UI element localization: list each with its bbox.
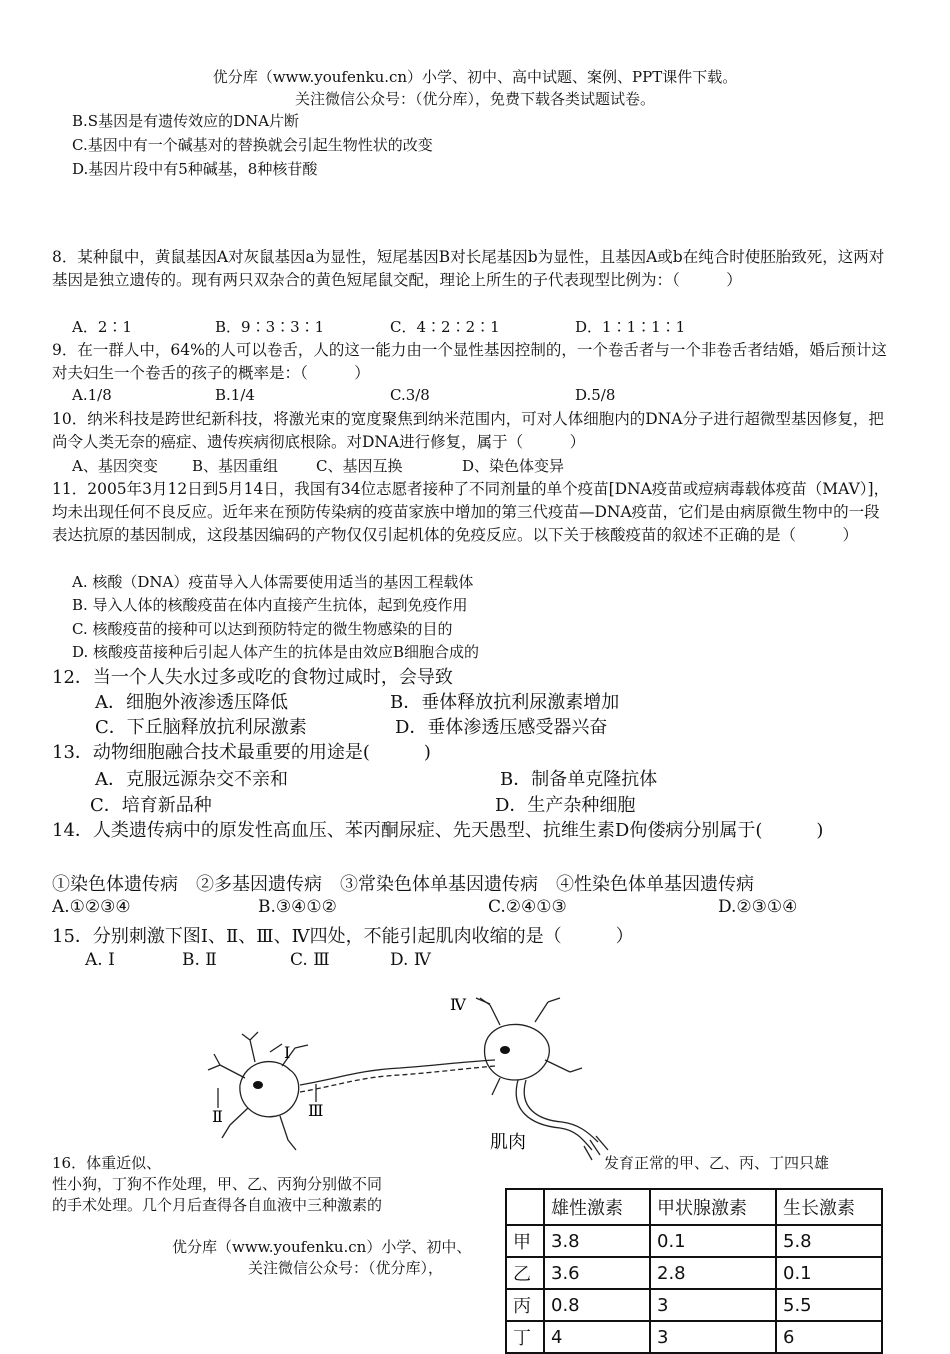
left-neuron-dendrite	[208, 1054, 245, 1078]
q8-stem: 8．某种鼠中，黄鼠基因A对灰鼠基因a为显性，短尾基因B对长尾基因b为显性，且基因A或b在纯合时使胚胎致死，这两对基因是独立遗传的。现有两只双杂合的黄色短尾鼠交配，理论上所生的子代表现型比例为：（ ）	[52, 248, 885, 289]
q8-option-c: C．4∶2∶2∶1	[390, 318, 500, 336]
table-header-cell: 甲状腺激素	[650, 1189, 776, 1225]
q7-option-b: B.S基因是有遗传效应的DNA片断	[72, 112, 300, 130]
q10-option-d: D、染色体变异	[462, 457, 565, 475]
table-row	[506, 1225, 882, 1257]
q15-stem: 15．分别刺激下图Ⅰ、Ⅱ、Ⅲ、Ⅳ四处，不能引起肌肉收缩的是（ ）	[52, 926, 634, 947]
left-neuron-nucleus	[253, 1081, 263, 1089]
right-neuron-body	[485, 1024, 550, 1080]
table-header-cell	[506, 1189, 544, 1225]
q10-stem: 10．纳米科技是跨世纪新科技，将激光束的宽度聚焦到纳米范围内，可对人体细胞内的DNA分子进行超微型基因修复，把尚令人类无奈的癌症、遗传疾病彻底根除。对DNA进行修复，属于（ ）	[52, 410, 884, 451]
q9-option-b: B.1/4	[215, 386, 255, 404]
table-cell: 0.1	[650, 1225, 776, 1257]
label-i: Ⅰ	[284, 1043, 291, 1062]
table-header-cell: 生长激素	[776, 1189, 882, 1225]
table-cell: 丙	[506, 1289, 544, 1321]
q8-option-a: A．2∶1	[72, 318, 132, 336]
table-cell: 甲	[506, 1225, 544, 1257]
q10-option-c: C、基因互换	[316, 457, 403, 475]
q12-option-b: B．垂体释放抗利尿激素增加	[390, 692, 620, 713]
table-cell: 0.8	[544, 1289, 650, 1321]
q10-option-b: B、基因重组	[192, 457, 279, 475]
q13-stem: 13．动物细胞融合技术最重要的用途是( )	[52, 742, 431, 763]
table-row	[506, 1257, 882, 1289]
q15-option-c: C. Ⅲ	[290, 950, 330, 970]
motor-axon	[516, 1080, 592, 1150]
q14-option-b: B.③④①②	[258, 897, 337, 917]
q16-stem-part2: 发育正常的甲、乙、丙、丁四只雄	[604, 1154, 830, 1172]
table-cell: 3.8	[544, 1225, 650, 1257]
left-neuron-body	[240, 1062, 299, 1117]
table-cell: 3	[650, 1321, 776, 1353]
right-neuron-nucleus	[500, 1046, 510, 1054]
table-header-row	[506, 1189, 882, 1225]
table-cell: 丁	[506, 1321, 544, 1353]
table-cell: 3	[650, 1289, 776, 1321]
q15-option-d: D. Ⅳ	[390, 950, 431, 970]
q12-option-a: A．细胞外液渗透压降低	[95, 692, 288, 713]
table-cell: 4	[544, 1321, 650, 1353]
q12-option-d: D．垂体渗透压感受器兴奋	[395, 717, 608, 738]
q16-stem-part1: 16．体重近似、	[52, 1154, 162, 1172]
page-footer-line1: 优分库（www.youfenku.cn）小学、初中、	[172, 1238, 472, 1256]
label-muscle: 肌肉	[490, 1132, 526, 1153]
q11-stem: 11．2005年3月12日到5月14日，我国有34位志愿者接种了不同剂量的单个疫苗[DNA疫苗或痘病毒载体疫苗（MAV）]，均未出现任何不良反应。近年来在预防传染病的疫苗家族中增加的第三代疫苗—DNA疫苗，它们是由病原微生物中的一段表达抗原的基因制成，这段基因编码的产物仅仅引起机体的免疫反应。以下关于核酸疫苗的叙述不正确的是（ ）	[52, 480, 890, 544]
q13-option-a: A．克服远源杂交不亲和	[95, 769, 288, 790]
q14-option-c: C.②④①③	[488, 897, 567, 917]
q11-option-b: B. 导入人体的核酸疫苗在体内直接产生抗体，起到免疫作用	[72, 596, 468, 614]
q15-option-b: B. Ⅱ	[182, 950, 217, 970]
pointer-i	[270, 1044, 282, 1052]
q11-option-a: A. 核酸（DNA）疫苗导入人体需要使用适当的基因工程载体	[72, 573, 474, 591]
q13-option-c: C．培育新品种	[90, 795, 212, 816]
q13-option-b: B．制备单克隆抗体	[500, 769, 658, 790]
left-neuron-dendrite	[242, 1032, 258, 1062]
label-iii: Ⅲ	[308, 1101, 324, 1120]
q7-option-c: C.基因中有一个碱基对的替换就会引起生物性状的改变	[72, 136, 433, 154]
q10-option-a: A、基因突变	[72, 457, 158, 475]
axon	[300, 1060, 495, 1085]
q9-option-c: C.3/8	[390, 386, 430, 404]
right-neuron-dendrite	[492, 1078, 500, 1095]
table-cell: 2.8	[650, 1257, 776, 1289]
q8-option-b: B．9∶3∶3∶1	[215, 318, 325, 336]
neuron-muscle-figure	[200, 990, 620, 1165]
q8-option-d: D．1∶1∶1∶1	[575, 318, 686, 336]
q14-choices: ①染色体遗传病 ②多基因遗传病 ③常染色体单基因遗传病 ④性染色体单基因遗传病	[52, 874, 754, 895]
q9-option-d: D.5/8	[575, 386, 616, 404]
q16-stem-line2: 性小狗，丁狗不作处理，甲、乙、丙狗分别做不同	[52, 1175, 383, 1193]
left-neuron-dendrite	[280, 1116, 296, 1150]
table-header-cell: 雄性激素	[544, 1189, 650, 1225]
label-ii: Ⅱ	[212, 1107, 223, 1126]
q12-stem: 12．当一个人失水过多或吃的食物过咸时，会导致	[52, 667, 453, 688]
left-neuron-dendrite	[222, 1108, 248, 1138]
table-cell: 5.8	[776, 1225, 882, 1257]
q9-stem: 9．在一群人中，64%的人可以卷舌，人的这一能力由一个显性基因控制的，一个卷舌者与一个非卷舌者结婚，婚后预计这对夫妇生一个卷舌的孩子的概率是：（ ）	[52, 341, 887, 382]
right-neuron-dendrite	[535, 998, 560, 1022]
q14-option-d: D.②③①④	[718, 897, 798, 917]
table-cell: 3.6	[544, 1257, 650, 1289]
pointer-iv	[476, 998, 490, 1004]
q14-option-a: A.①②③④	[52, 897, 131, 917]
q9-option-a: A.1/8	[72, 386, 112, 404]
q14-stem: 14．人类遗传病中的原发性高血压、苯丙酮尿症、先天愚型、抗维生素D佝偻病分别属于( )	[52, 820, 824, 841]
table-cell: 0.1	[776, 1257, 882, 1289]
right-neuron-dendrite	[480, 998, 500, 1025]
page-footer-line2: 关注微信公众号：（优分库），	[248, 1259, 444, 1277]
table-cell: 6	[776, 1321, 882, 1353]
right-neuron-dendrite	[545, 1060, 582, 1072]
q11-option-d: D. 核酸疫苗接种后引起人体产生的抗体是由效应B细胞合成的	[72, 643, 480, 661]
table-cell: 5.5	[776, 1289, 882, 1321]
q7-option-d: D.基因片段中有5种碱基，8种核苷酸	[72, 160, 318, 178]
page-header-line2: 关注微信公众号：（优分库），免费下载各类试题试卷。	[294, 90, 655, 108]
q12-option-c: C．下丘脑释放抗利尿激素	[95, 717, 307, 738]
q13-option-d: D．生产杂种细胞	[495, 795, 636, 816]
motor-axon	[524, 1080, 598, 1142]
table-cell: 乙	[506, 1257, 544, 1289]
page-header-line1: 优分库（www.youfenku.cn）小学、初中、高中试题、案例、PPT课件下载。	[212, 68, 738, 86]
table-row	[506, 1289, 882, 1321]
q15-option-a: A. Ⅰ	[85, 950, 115, 970]
hormone-table	[505, 1188, 883, 1354]
q16-stem-line3: 的手术处理。几个月后查得各自血液中三种激素的	[52, 1196, 383, 1214]
q11-option-c: C. 核酸疫苗的接种可以达到预防特定的微生物感染的目的	[72, 620, 453, 638]
table-row	[506, 1321, 882, 1353]
label-iv: Ⅳ	[450, 995, 466, 1014]
